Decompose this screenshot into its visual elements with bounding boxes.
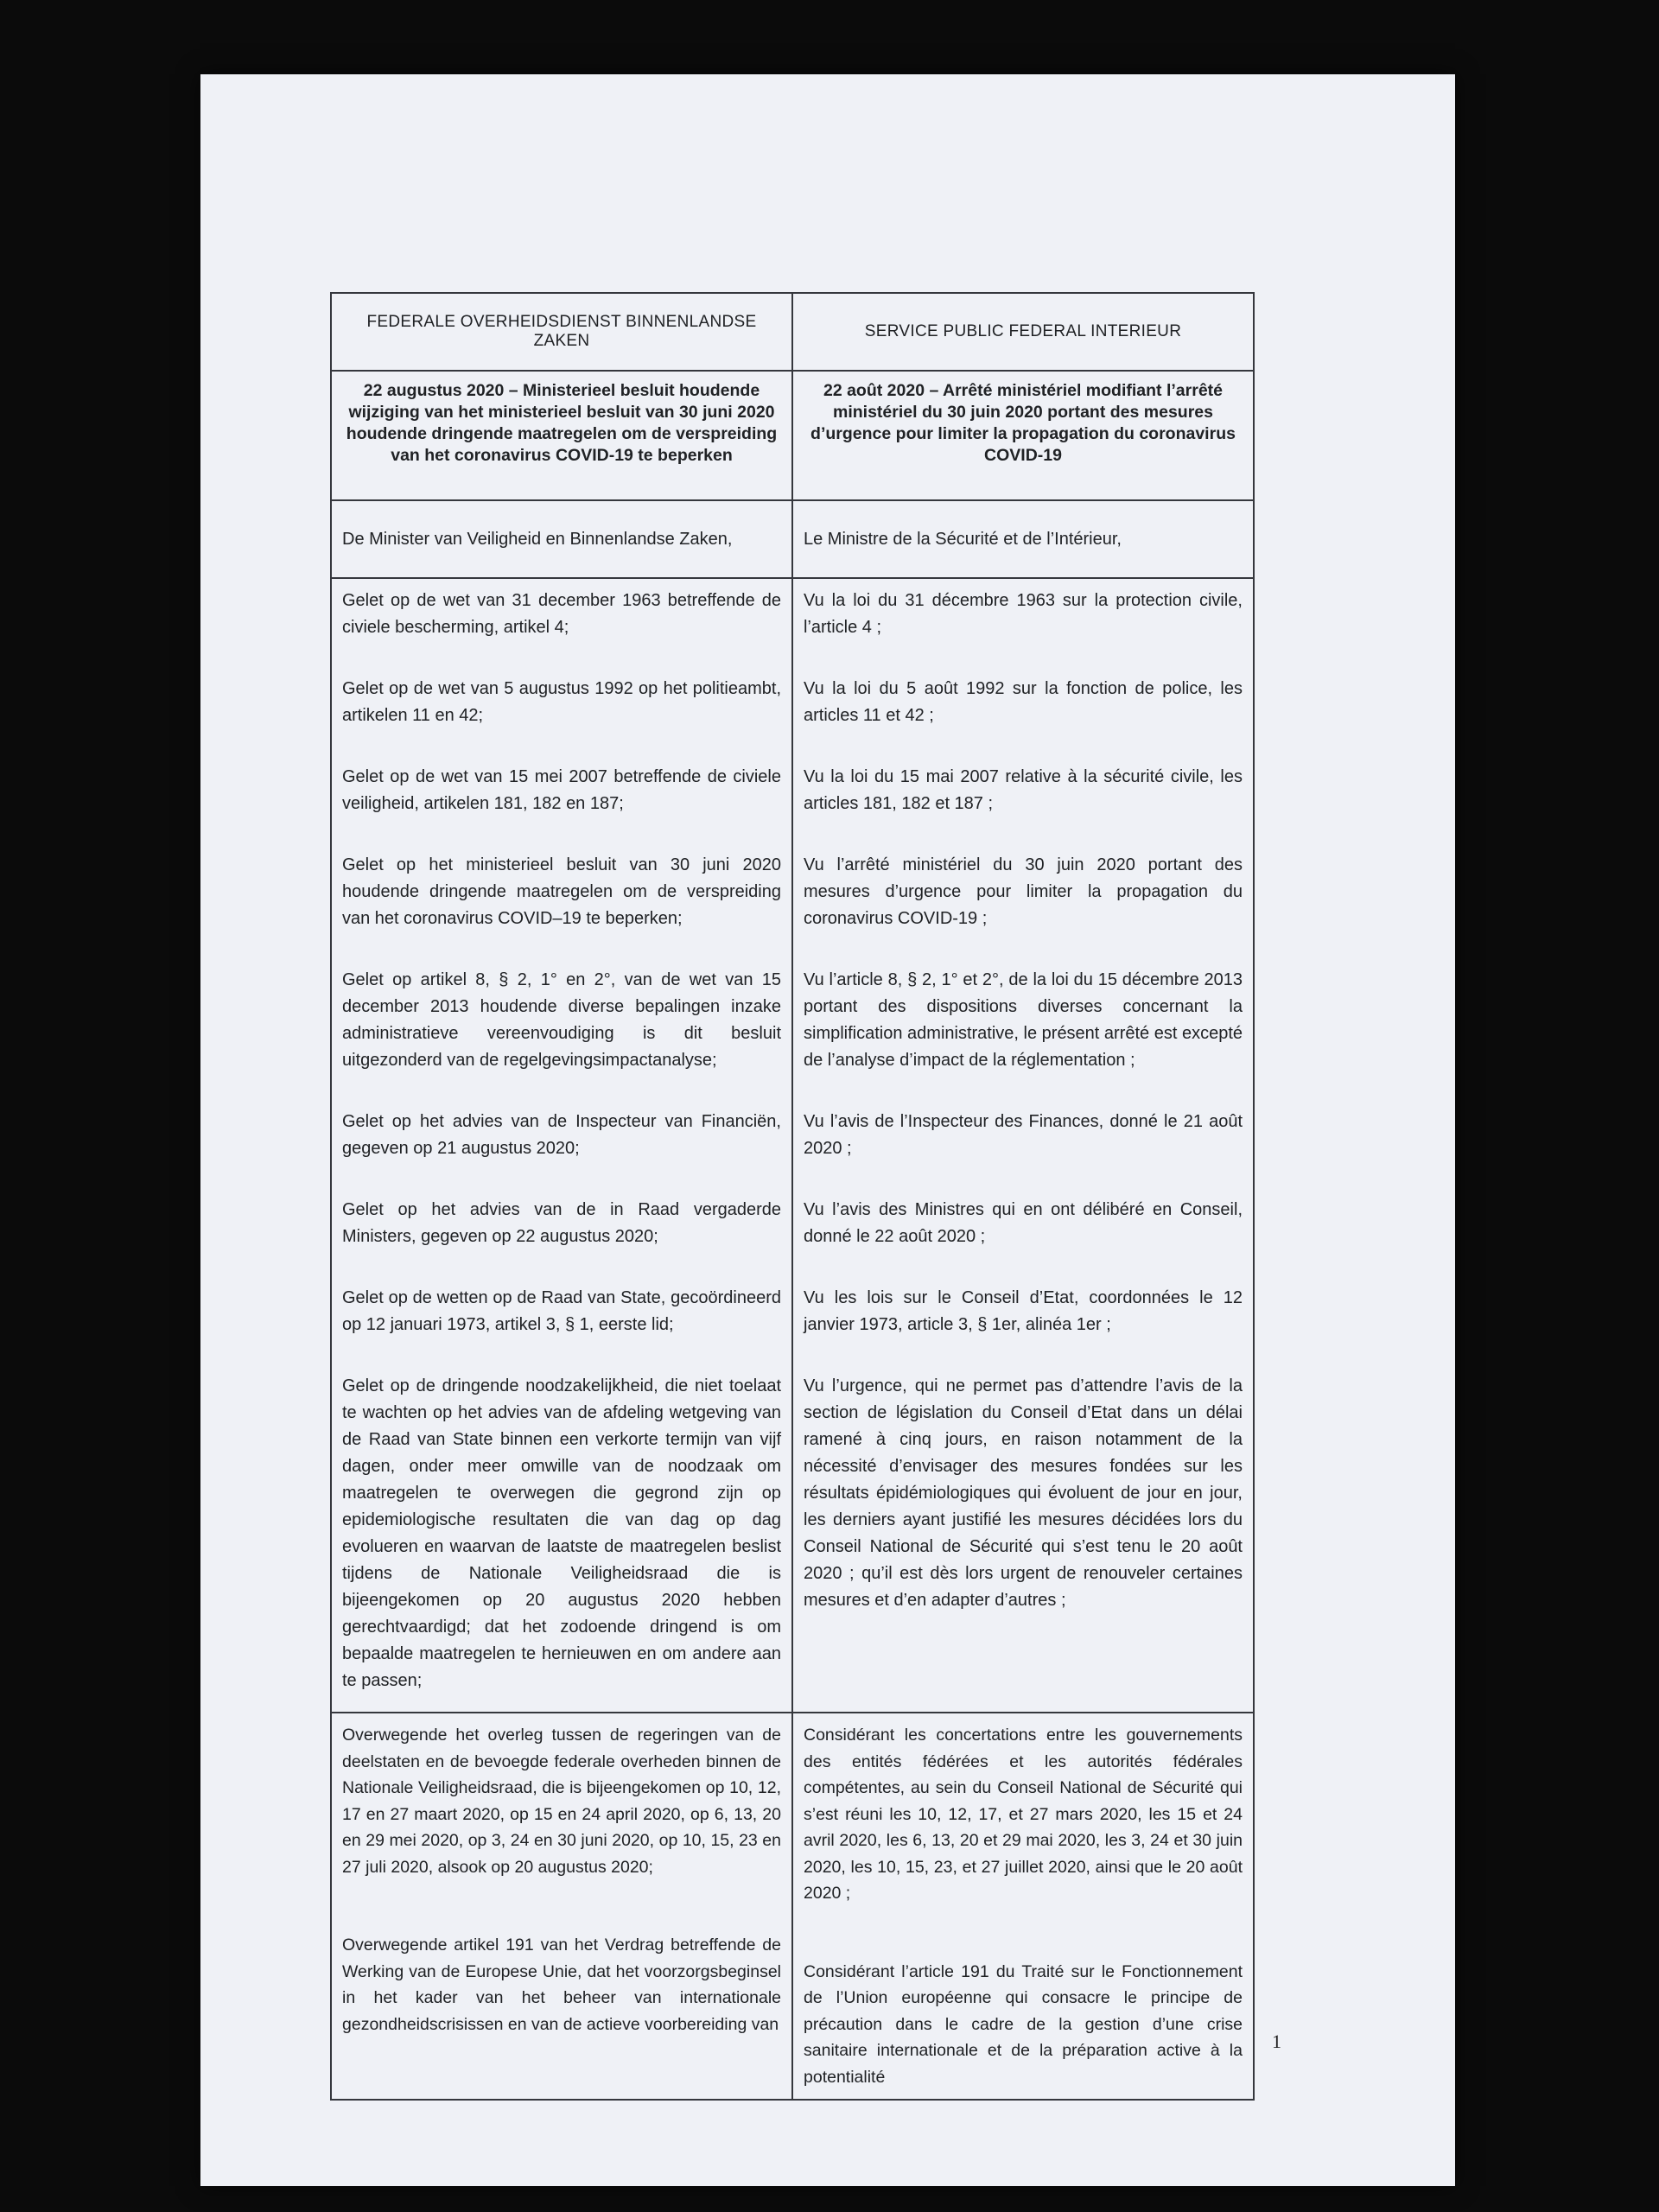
minister-nl: De Minister van Veiligheid en Binnenlandse Zaken, <box>331 500 792 578</box>
recitals-row <box>331 1713 1254 2100</box>
consideration-paragraph: Vu l’article 8, § 2, 1° et 2°, de la loi du 15 décembre 2013 portant des dispositions diverses concernant la simplification administrative, le présent arrêté est excepté de l’analyse d’impact de la réglementation ; <box>804 970 1243 1070</box>
bilingual-decree-table <box>330 292 1255 2101</box>
consideration-paragraph: Vu la loi du 31 décembre 1963 sur la protection civile, l’article 4 ; <box>804 591 1243 637</box>
header-row <box>331 293 1254 371</box>
considerations-fr <box>792 578 1254 1713</box>
minister-fr: Le Ministre de la Sécurité et de l’Intérieur, <box>792 500 1254 578</box>
recital-paragraph: Considérant l’article 191 du Traité sur le Fonctionnement de l’Union européenne qui consacre le principe de précaution dans le cadre de la gestion d’une crise sanitaire internationale et de la préparation active à la potentialité <box>804 1961 1243 2087</box>
consideration-paragraph: Vu l’avis des Ministres qui en ont délibéré en Conseil, donné le 22 août 2020 ; <box>804 1200 1243 1246</box>
consideration-paragraph: Vu l’urgence, qui ne permet pas d’attendre l’avis de la section de législation du Conseil d’Etat dans un délai ramené à cinq jours, en raison notamment de la nécessité d’envisager des mesures fondées sur les résultats épidémiologiques qui évoluent de jour en jour, les derniers ayant justifié les mesures décidées lors du Conseil National de Sécurité qui s’est tenu le 20 août 2020 ; qu’il est dès lors urgent de renouveler certaines mesures et d’en adapter d’autres ; <box>804 1376 1243 1610</box>
recitals-fr <box>792 1713 1254 2100</box>
consideration-paragraph: Vu l’avis de l’Inspecteur des Finances, donné le 21 août 2020 ; <box>804 1112 1243 1158</box>
bilingual-table-container <box>330 292 1255 2101</box>
consideration-paragraph: Gelet op artikel 8, § 2, 1° en 2°, van de wet van 15 december 2013 houdende diverse bepalingen inzake administratieve vereenvoudiging is dit besluit uitgezonderd van de regelgevingsimpactanalyse; <box>342 970 781 1070</box>
title-row <box>331 371 1254 500</box>
consideration-paragraph: Gelet op de dringende noodzakelijkheid, die niet toelaat te wachten op het advies van de afdeling wetgeving van de Raad van State binnen een verkorte termijn van vijf dagen, onder meer omwille van de noodzaak om maatregelen te overwegen die gegrond zijn op epidemiologische resultaten die van dag op dag evolueren en waarvan de laatste de maatregelen beslist tijdens de Nationale Veiligheidsraad die is bijeengekomen op 20 augustus 2020 hebben gerechtvaardigd; dat het zodoende dringend is om bepaalde maatregelen te hernieuwen en om andere aan te passen; <box>342 1376 781 1690</box>
consideration-paragraph: Vu l’arrêté ministériel du 30 juin 2020 portant des mesures d’urgence pour limiter la propagation du coronavirus COVID-19 ; <box>804 855 1243 928</box>
decree-title-nl: 22 augustus 2020 – Ministerieel besluit houdende wijziging van het ministerieel besluit van 30 juni 2020 houdende dringende maatregelen om de verspreiding van het coronavirus COVID-19 te beperken <box>331 371 792 500</box>
consideration-paragraph: Vu la loi du 15 mai 2007 relative à la sécurité civile, les articles 181, 182 et 187 ; <box>804 767 1243 813</box>
recital-paragraph: Overwegende het overleg tussen de regeringen van de deelstaten en de bevoegde federale overheden binnen de Nationale Veiligheidsraad, die is bijeengekomen op 10, 12, 17 en 27 maart 2020, op 15 en 24 april 2020, op 6, 13, 20 en 29 mei 2020, op 3, 24 en 30 juni 2020, op 10, 15, 23 en 27 juli 2020, alsook op 20 augustus 2020; <box>342 1726 781 1877</box>
consideration-paragraph: Gelet op het advies van de in Raad vergaderde Ministers, gegeven op 22 augustus 2020; <box>342 1200 781 1246</box>
consideration-paragraph: Vu les lois sur le Conseil d’Etat, coordonnées le 12 janvier 1973, article 3, § 1er, alinéa 1er ; <box>804 1288 1243 1334</box>
header-nl: FEDERALE OVERHEIDSDIENST BINNENLANDSE ZAKEN <box>331 293 792 371</box>
recitals-nl <box>331 1713 792 2100</box>
consideration-paragraph: Gelet op de wet van 31 december 1963 betreffende de civiele bescherming, artikel 4; <box>342 591 781 637</box>
consideration-paragraph: Vu la loi du 5 août 1992 sur la fonction de police, les articles 11 et 42 ; <box>804 679 1243 725</box>
consideration-paragraph: Gelet op het advies van de Inspecteur van Financiën, gegeven op 21 augustus 2020; <box>342 1112 781 1158</box>
page-number: 1 <box>1272 2031 1281 2052</box>
recital-paragraph: Considérant les concertations entre les gouvernements des entités fédérées et les autorités fédérales compétentes, au sein du Conseil National de Sécurité qui s’est réuni les 10, 12, 17, et 27 mars 2020, les 15 et 24 avril 2020, les 6, 13, 20 et 29 mai 2020, les 3, 24 et 30 juin 2020, les 10, 15, 23, et 27 juillet 2020, ainsi que le 20 août 2020 ; <box>804 1726 1243 1903</box>
consideration-paragraph: Gelet op de wetten op de Raad van State, gecoördineerd op 12 januari 1973, artikel 3, § 1, eerste lid; <box>342 1288 781 1334</box>
consideration-paragraph: Gelet op de wet van 15 mei 2007 betreffende de civiele veiligheid, artikelen 181, 182 en 187; <box>342 767 781 813</box>
document-page <box>200 74 1455 2186</box>
considerations-row <box>331 578 1254 1713</box>
recital-paragraph: Overwegende artikel 191 van het Verdrag betreffende de Werking van de Europese Unie, dat het voorzorgsbeginsel in het kader van het beheer van internationale gezondheidscrisissen en van de actieve voorbereiding van <box>342 1936 781 2034</box>
minister-row <box>331 500 1254 578</box>
consideration-paragraph: Gelet op de wet van 5 augustus 1992 op het politieambt, artikelen 11 en 42; <box>342 679 781 725</box>
decree-title-fr: 22 août 2020 – Arrêté ministériel modifiant l’arrêté ministériel du 30 juin 2020 portant des mesures d’urgence pour limiter la propagation du coronavirus COVID-19 <box>792 371 1254 500</box>
considerations-nl <box>331 578 792 1713</box>
header-fr: SERVICE PUBLIC FEDERAL INTERIEUR <box>792 293 1254 371</box>
consideration-paragraph: Gelet op het ministerieel besluit van 30 juni 2020 houdende dringende maatregelen om de verspreiding van het coronavirus COVID–19 te beperken; <box>342 855 781 928</box>
